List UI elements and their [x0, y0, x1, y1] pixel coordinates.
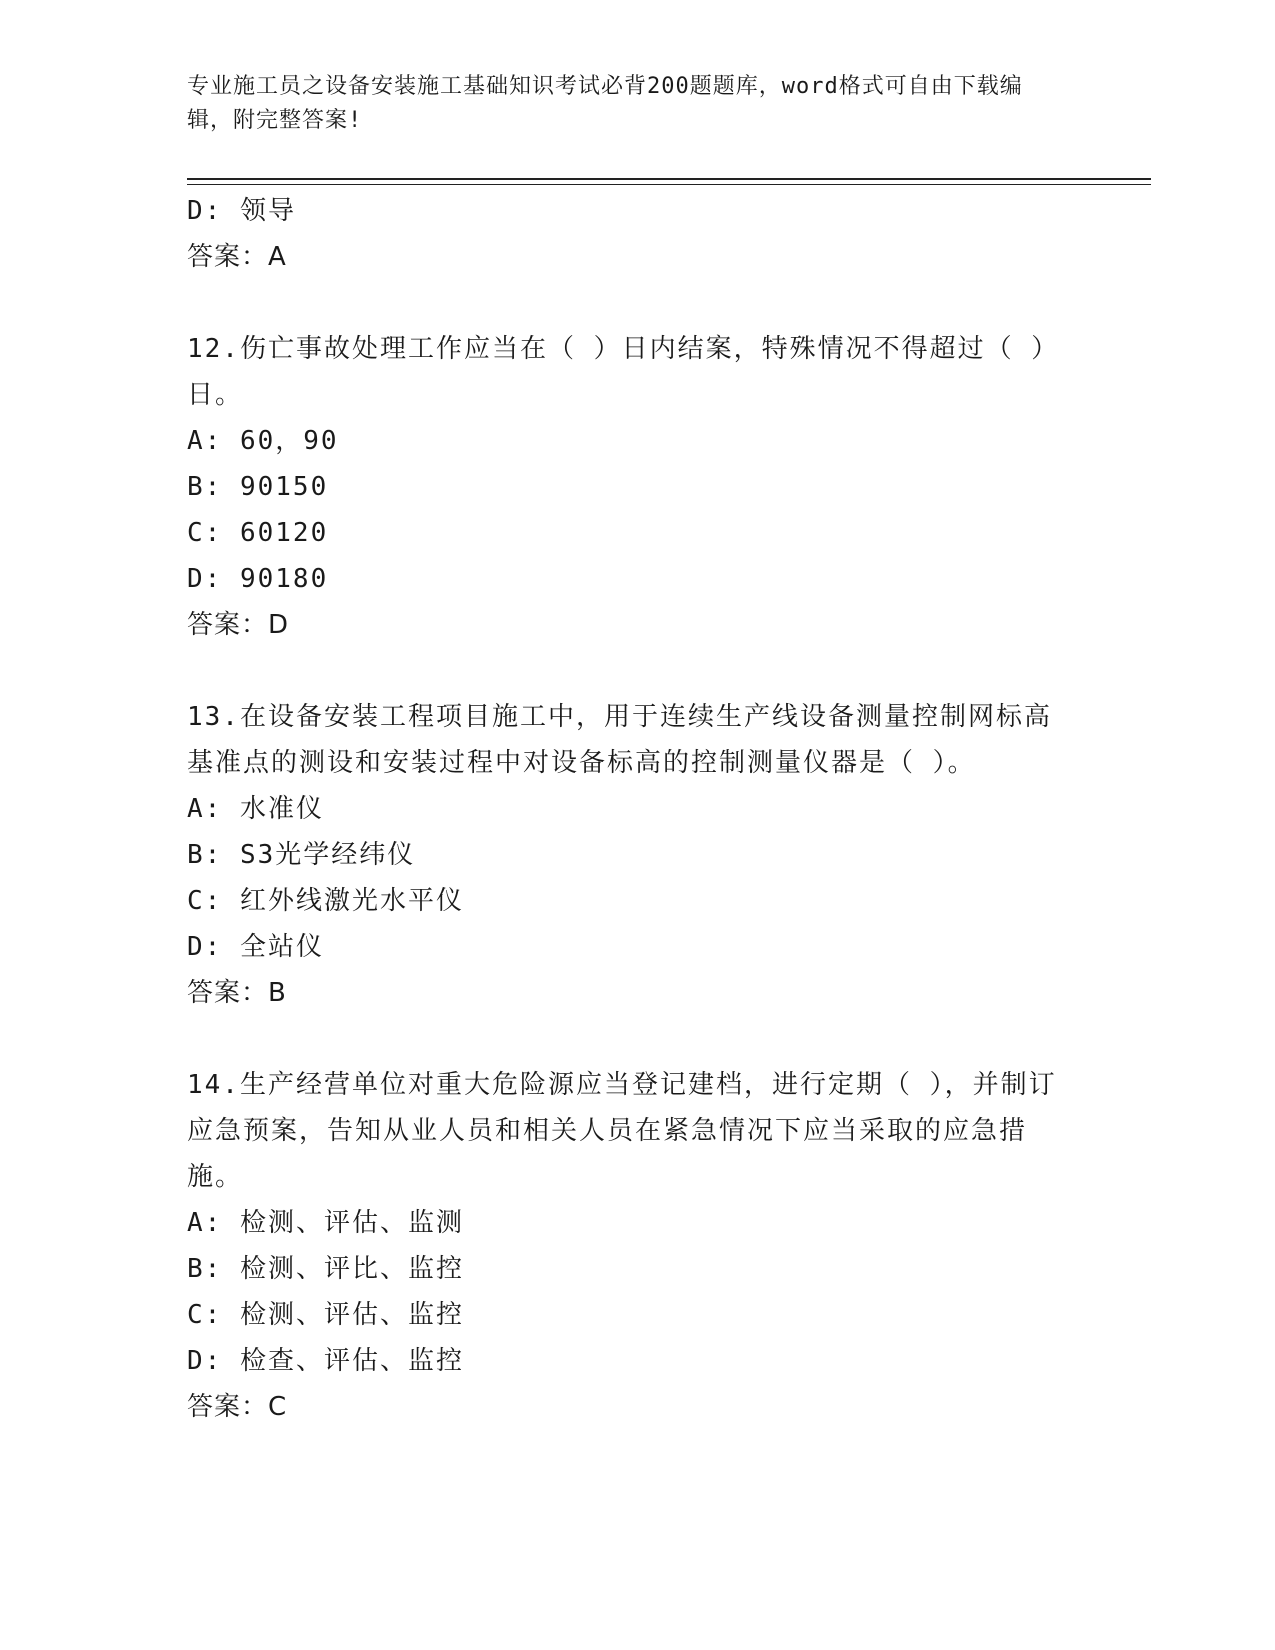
page-header-title: 专业施工员之设备安装施工基础知识考试必背200题题库，word格式可自由下载编辑，附完整答案!: [187, 74, 1023, 133]
option-d: D: 检查、评估、监控: [187, 1346, 464, 1376]
option-b: B: 检测、评比、监控: [187, 1254, 464, 1284]
answer: 答案：D: [187, 610, 290, 640]
carryover-answer: 答案：A: [187, 242, 287, 272]
option-b: B: 90150: [187, 472, 329, 502]
spacer: [187, 280, 1087, 326]
option-c: C: 红外线激光水平仪: [187, 886, 464, 916]
document-body: [187, 188, 1087, 1430]
header-divider-top: [187, 178, 1151, 180]
question-14: [187, 1062, 1087, 1430]
answer: 答案：C: [187, 1392, 288, 1422]
option-a: A: 60，90: [187, 426, 339, 456]
option-a: A: 检测、评估、监测: [187, 1208, 464, 1238]
header-divider-bottom: [187, 184, 1151, 185]
question-text: 14.生产经营单位对重大危险源应当登记建档，进行定期（ ），并制订应急预案，告知从业人员和相关人员在紧急情况下应当采取的应急措施。: [187, 1070, 1057, 1192]
option-a: A: 水准仪: [187, 794, 324, 824]
question-13: [187, 694, 1087, 1016]
carryover-option-d: D: 领导: [187, 196, 296, 226]
spacer: [187, 1016, 1087, 1062]
question-12: [187, 326, 1087, 648]
answer: 答案：B: [187, 978, 287, 1008]
option-b: B: S3光学经纬仪: [187, 840, 416, 870]
option-c: C: 检测、评估、监控: [187, 1300, 464, 1330]
option-d: D: 90180: [187, 564, 329, 594]
question-text: 12.伤亡事故处理工作应当在（ ）日内结案，特殊情况不得超过（ ）日。: [187, 334, 1060, 410]
question-text: 13.在设备安装工程项目施工中，用于连续生产线设备测量控制网标高基准点的测设和安装过程中对设备标高的控制测量仪器是（ ）。: [187, 702, 1052, 778]
option-d: D: 全站仪: [187, 932, 324, 962]
option-c: C: 60120: [187, 518, 329, 548]
spacer: [187, 648, 1087, 694]
